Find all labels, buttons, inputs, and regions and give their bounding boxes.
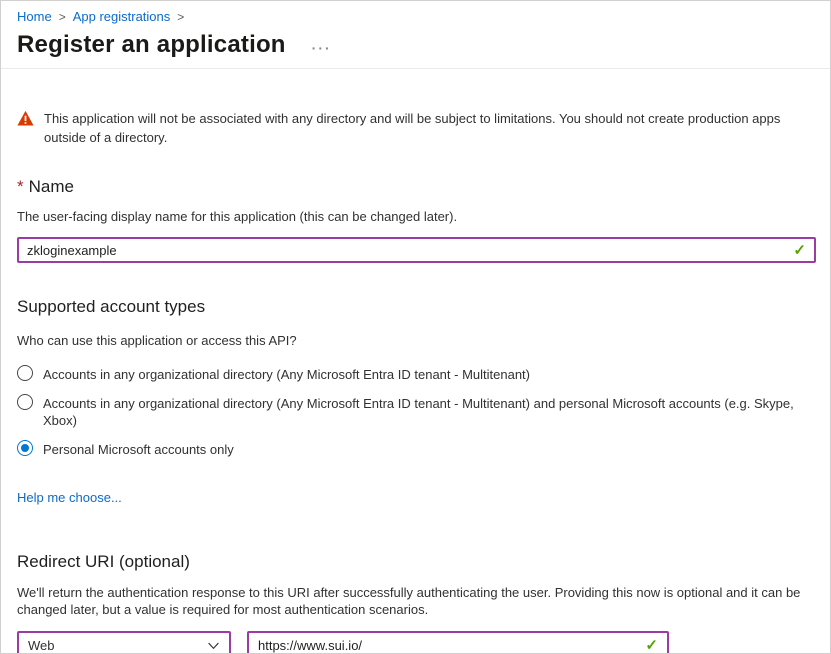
radio-selected-icon[interactable] [17, 440, 33, 456]
header-divider [1, 68, 830, 69]
supported-account-types-heading: Supported account types [17, 297, 206, 316]
name-field-label: * Name [17, 177, 74, 196]
radio-option-label: Personal Microsoft accounts only [43, 442, 234, 457]
breadcrumb-app-registrations-link[interactable]: App registrations [72, 9, 171, 24]
help-me-choose-link[interactable]: Help me choose... [17, 490, 122, 505]
warning-banner [17, 109, 814, 147]
radio-option-label: Accounts in any organizational directory (Any Microsoft Entra ID tenant - Multitenant) [43, 367, 530, 382]
radio-option-label: Accounts in any organizational directory (Any Microsoft Entra ID tenant - Multitenant) and personal Microsoft accounts (e.g. Skype, Xbox) [43, 396, 794, 428]
validation-check-icon: ✓ [645, 636, 658, 654]
warning-triangle-icon [17, 110, 34, 127]
validation-check-icon: ✓ [793, 241, 806, 259]
breadcrumb-home-link[interactable]: Home [17, 9, 52, 24]
radio-option-multitenant-personal[interactable] [17, 394, 807, 429]
radio-unselected-icon[interactable] [17, 394, 33, 410]
redirect-uri-heading: Redirect URI (optional) [17, 552, 190, 571]
redirect-uri-description: We'll return the authentication response to this URI after successfully authenticating the user. Providing this now is optional and it can be changed later, but a value is required for most authentication scenarios. [17, 585, 801, 617]
chevron-down-icon [207, 639, 220, 652]
name-input[interactable] [27, 243, 793, 258]
platform-select[interactable] [17, 631, 231, 654]
radio-unselected-icon[interactable] [17, 365, 33, 381]
name-input-container [17, 237, 816, 263]
page-title: Register an application [17, 31, 286, 58]
account-type-radio-group [17, 365, 814, 458]
required-marker: * [17, 177, 24, 196]
platform-select-value: Web [28, 637, 55, 653]
more-options-icon[interactable]: ··· [311, 40, 332, 56]
breadcrumb [17, 1, 814, 24]
breadcrumb-separator-icon: > [177, 9, 185, 24]
redirect-uri-input[interactable] [258, 638, 645, 653]
name-field-description: The user-facing display name for this application (this can be changed later). [17, 209, 458, 224]
warning-text: This application will not be associated with any directory and will be subject to limitations. You should not create production apps outside of a directory. [44, 111, 781, 145]
breadcrumb-separator-icon: > [58, 9, 66, 24]
radio-option-personal-only[interactable] [17, 440, 807, 458]
radio-option-multitenant[interactable] [17, 365, 807, 383]
redirect-uri-input-container [247, 631, 669, 654]
account-types-question: Who can use this application or access this API? [17, 333, 297, 348]
